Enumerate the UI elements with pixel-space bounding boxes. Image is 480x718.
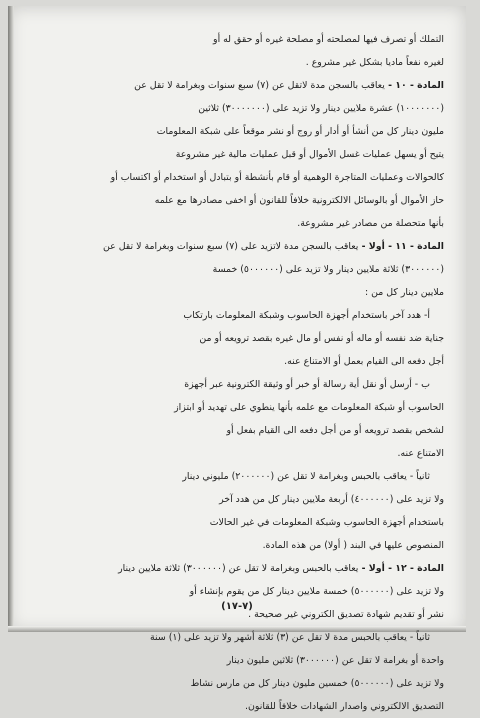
text-line: حاز الأموال أو بالوسائل الالكترونية خلافاً للقانون أو اخفى مصادرها مع علمه: [154, 195, 444, 206]
text-line: التملك أو تصرف فيها لمصلحته أو مصلحة غيره أو حقق له أو: [213, 34, 444, 45]
text-line: لغيره نفعاً ماديا بشكل غير مشروع .: [305, 57, 444, 68]
text-line: باستخدام أجهزة الحاسوب وشبكة المعلومات في غير الحالات: [209, 517, 444, 528]
text-line: (٣٠٠٠٠٠٠) ثلاثة ملايين دينار ولا تزيد على (٥٠٠٠٠٠٠) خمسة: [212, 264, 444, 275]
text-line: كالحوالات وعمليات المتاجرة الوهمية أو قام بأنشطة أو بتبادل أو استخدام أو اكتساب أو: [110, 172, 444, 183]
text-line: يعاقب بالسجن مدة لاتقل عن (٧) سبع سنوات وبغرامة لا تقل عن: [134, 80, 385, 91]
text-line: الامتناع عنه.: [397, 448, 444, 459]
text-line: يتيح أو يسهل عمليات غسل الأموال أو قبل عمليات مالية غير مشروعة: [175, 149, 444, 160]
text-line: مليون دينار كل من أنشأ أو أدار أو روج أو نشر موقعاً على شبكة المعلومات: [156, 126, 444, 137]
text-line: التصديق الالكتروني واصدار الشهادات خلافاً للقانون.: [245, 701, 444, 712]
clause-second: ثانياً - يعاقب بالحبس مدة لا تقل عن (٣) ثلاثة أشهر ولا تزيد على (١) سنة: [150, 632, 430, 643]
text-line: يعاقب بالحبس وبغرامة لا تقل عن (٣٠٠٠٠٠٠) ثلاثة ملايين دينار: [118, 563, 359, 574]
article-label: المادة - ١١ - أولا -: [358, 241, 444, 252]
article-label: المادة - ١٠ -: [384, 80, 444, 91]
page-shadow-edge: [8, 6, 14, 632]
text-line: (١٠٠٠٠٠٠٠) عشرة ملايين دينار ولا تزيد على (٣٠٠٠٠٠٠٠) ثلاثين: [198, 103, 444, 114]
text-line: ملايين دينار كل من :: [365, 287, 444, 298]
clause-a: أ- هدد آخر باستخدام أجهزة الحاسوب وشبكة المعلومات بارتكاب: [183, 310, 430, 321]
text-line: أجل دفعه الى القيام بعمل أو الامتناع عنه.: [284, 356, 444, 367]
text-line: المنصوص عليها في البند ( أولا) من هذه المادة.: [262, 540, 444, 551]
clause-b: ب - أرسل أو نقل أية رسالة أو خبر أو وثيقة الكترونية عبر أجهزة: [184, 379, 430, 390]
page-number: (٧-١٧): [221, 601, 253, 612]
text-line: بأنها متحصلة من مصادر غير مشروعة.: [297, 218, 444, 229]
article-11-heading: [50, 235, 444, 258]
text-line: ولا تزيد على (٥٠٠٠٠٠٠) خمسين مليون دينار كل من مارس نشاط: [190, 678, 444, 689]
article-10-heading: [50, 74, 444, 97]
text-line: واحدة أو بغرامة لا تقل عن (٣٠٠٠٠٠٠) ثلاثين مليون دينار: [226, 655, 444, 666]
article-label: المادة - ١٢ - أولا -: [358, 563, 444, 574]
text-line: الحاسوب أو شبكة المعلومات مع علمه بأنها ينطوي على تهديد أو ابتزاز: [174, 402, 444, 413]
text-line: نشر أو تقديم شهادة تصديق الكتروني غير صحيحة .: [248, 609, 444, 620]
text-line: يعاقب بالسجن مدة لاتزيد على (٧) سبع سنوات وبغرامة لا تقل عن: [103, 241, 359, 252]
text-line: ولا تزيد على (٥٠٠٠٠٠٠) خمسة ملايين دينار كل من يقوم بإنشاء أو: [189, 586, 444, 597]
scanned-page: [8, 6, 466, 712]
article-12-heading: [50, 557, 444, 580]
law-text-body: [50, 28, 444, 718]
text-line: لشخص بقصد ترويعه أو من أجل دفعه الى القيام بفعل أو: [226, 425, 444, 436]
text-line: جناية ضد نفسه أو ماله أو نفس أو مال غيره بقصد ترويعه أو من: [199, 333, 444, 344]
clause-second: ثانياً - يعاقب بالحبس وبغرامة لا تقل عن (٢٠٠٠٠٠٠) مليوني دينار: [182, 471, 430, 482]
text-line: ولا تزيد على (٤٠٠٠٠٠٠) أربعة ملايين دينار كل من هدد آخر: [219, 494, 444, 505]
